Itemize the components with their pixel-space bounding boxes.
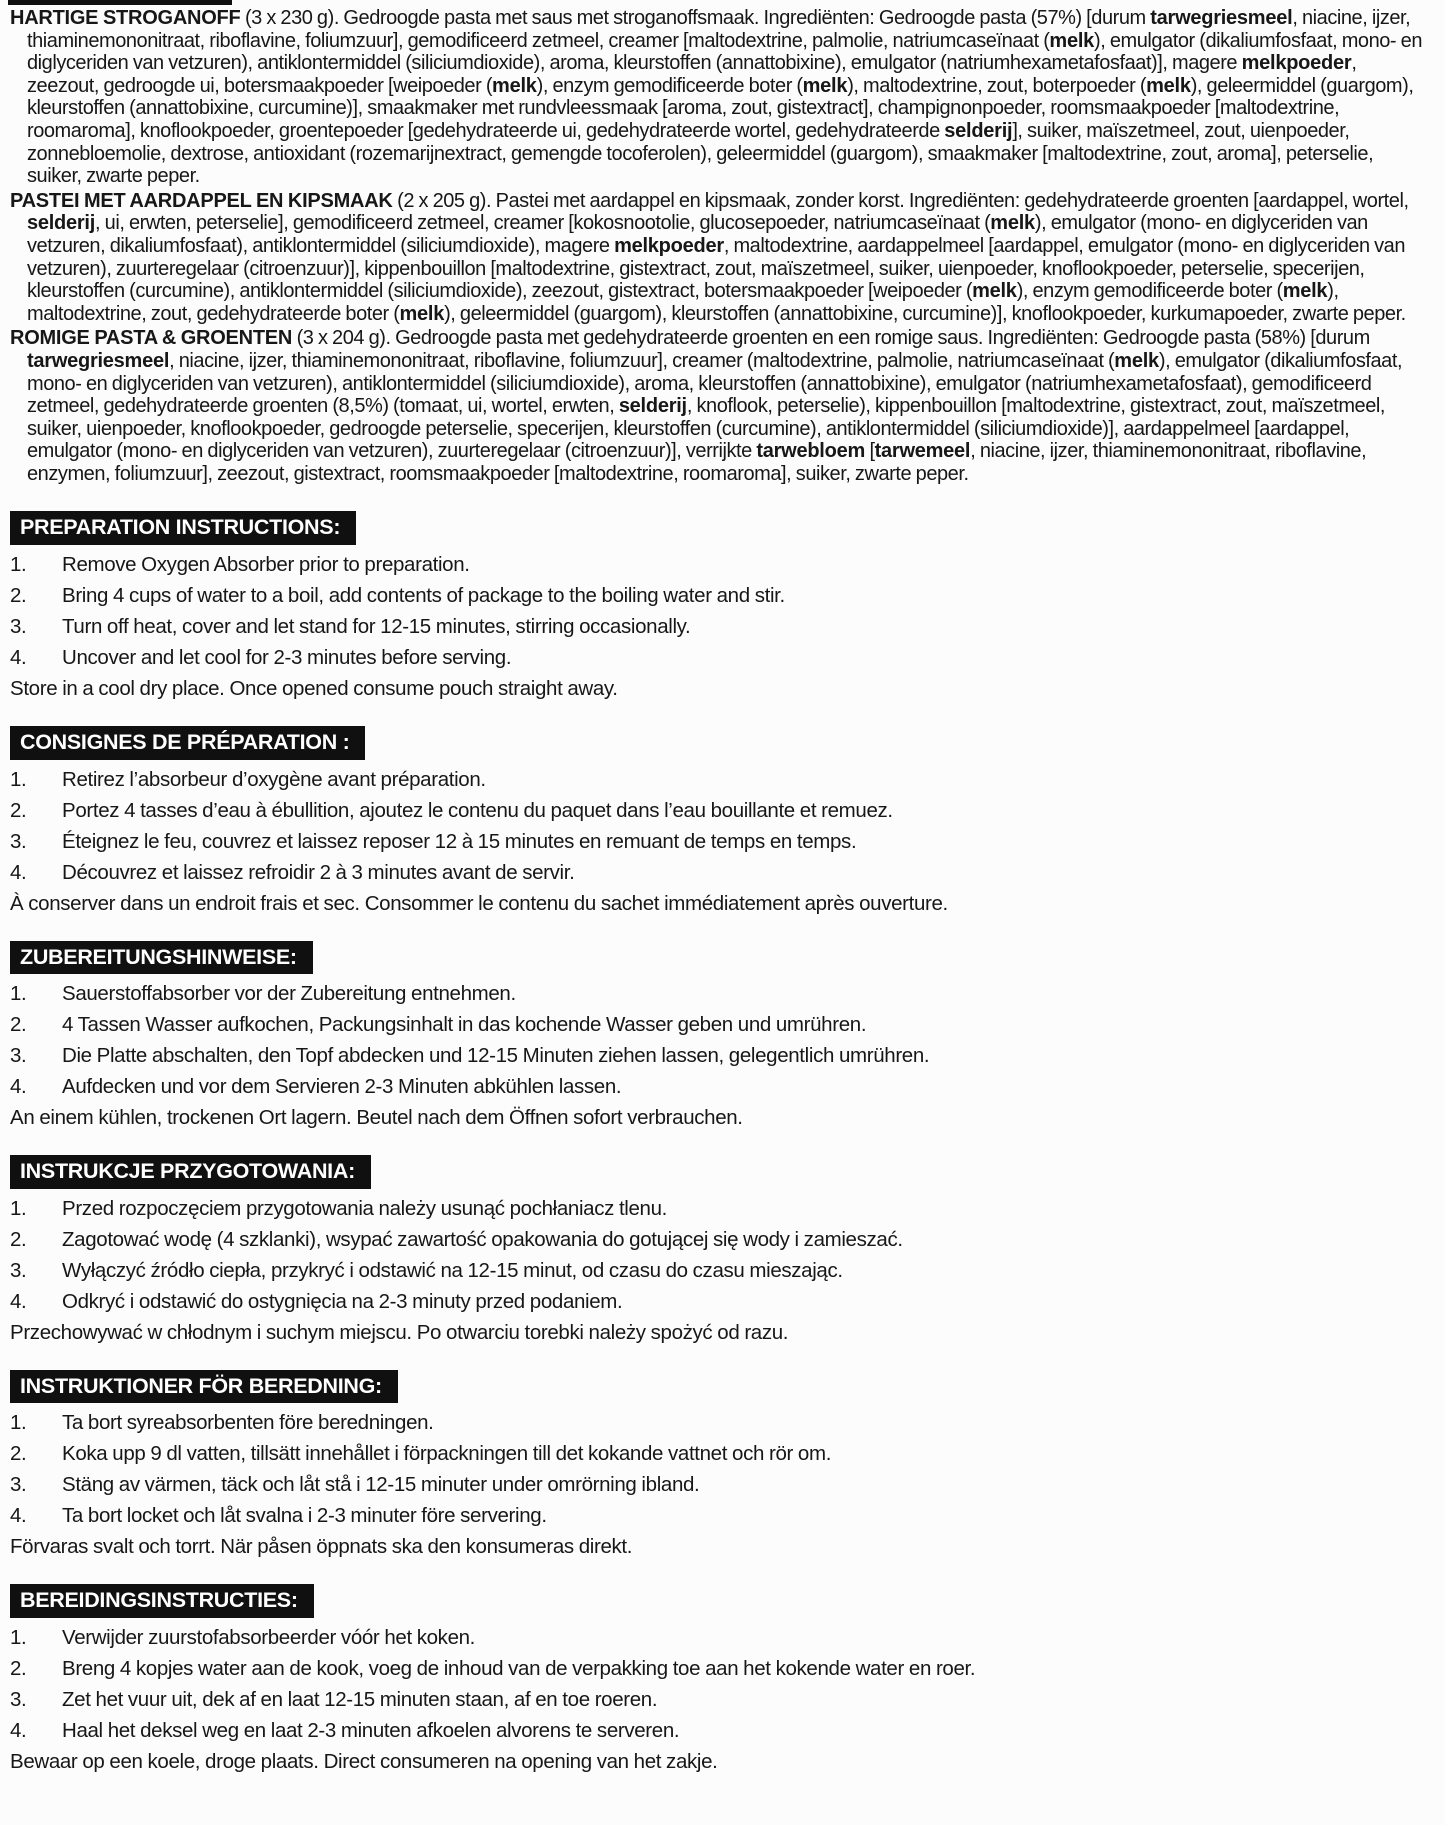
section-header: PREPARATION INSTRUCTIONS: (10, 511, 356, 545)
step-text: Remove Oxygen Absorber prior to preparation. (62, 553, 470, 577)
instruction-step (10, 1198, 1431, 1220)
instructions-english (10, 511, 1431, 700)
storage-note: À conserver dans un endroit frais et sec. Consommer le contenu du sachet immédiatement après ouverture. (10, 891, 948, 915)
section-header: BEREIDINGSINSTRUCTIES: (10, 1584, 314, 1618)
step-number: 4. (10, 1289, 27, 1313)
instruction-step (10, 1291, 1431, 1313)
step-text: Die Platte abschalten, den Topf abdecken und 12-15 Minuten ziehen lassen, gelegentlich umrühren. (62, 1044, 930, 1068)
step-text: Uncover and let cool for 2-3 minutes before serving. (62, 646, 512, 670)
instruction-step (10, 1443, 1431, 1465)
step-text: 4 Tassen Wasser aufkochen, Packungsinhalt in das kochende Wasser geben und umrühren. (62, 1013, 867, 1037)
ingredient-paragraph-hartige-stroganoff: HARTIGE STROGANOFF (3 x 230 g). Gedroogde pasta met saus met stroganoffsmaak. Ingrediënten: Gedroogde pasta (57%) [durum tarwegriesmeel, niacine, ijzer, thiaminemononitraat, riboflavine, foliumzuur], gemodificeerd zetmeel, creamer [maltodextrine, palmolie, natriumcaseïnaat (melk), emulgator (dikaliumfosfaat, mono- en diglyceriden van vetzuren), antiklontermiddel (siliciumdioxide), aroma, kleurstoffen (annattobixine), emulgator (natriumhexametafosfaat)], magere melkpoeder, zeezout, gedroogde ui, botersmaakpoeder [weipoeder (melk), enzym gemodificeerde boter (melk), maltodextrine, zout, boterpoeder (melk), geleermiddel (guargom), kleurstoffen (annattobixine, curcumine)], smaakmaker met rundvleessmaak [aroma, zout, gistextract], champignonpoeder, roomsmaakpoeder [maltodextrine, roomaroma], knoflookpoeder, groentepoeder [gedehydrateerde ui, gedehydrateerde wortel, gedehydrateerde selderij], suiker, maïszetmeel, zout, uienpoeder, zonnebloemolie, dextrose, antioxidant (rozemarijnextract, gemengde tocoferolen), geleermiddel (guargom), smaakmaker [maltodextrine, zout, aroma], peterselie, suiker, zwarte peper. (10, 7, 1422, 188)
step-number: 3. (10, 1044, 27, 1068)
step-text: Breng 4 kopjes water aan de kook, voeg de inhoud van de verpakking toe aan het kokende water en roer. (62, 1656, 976, 1680)
instructions-dutch (10, 1584, 1431, 1773)
instruction-step (10, 800, 1431, 822)
instruction-step (10, 862, 1431, 884)
step-text: Verwijder zuurstofabsorbeerder vóór het koken. (62, 1625, 476, 1649)
step-number: 1. (10, 767, 27, 791)
section-header: INSTRUKTIONER FÖR BEREDNING: (10, 1370, 398, 1404)
step-number: 4. (10, 1504, 27, 1528)
step-text: Wyłączyć źródło ciepła, przykryć i odstawić na 12-15 minut, od czasu do czasu mieszając. (62, 1258, 843, 1282)
instruction-step (10, 1260, 1431, 1282)
step-number: 3. (10, 1473, 27, 1497)
step-text: Retirez l’absorbeur d’oxygène avant préparation. (62, 767, 486, 791)
instruction-step (10, 769, 1431, 791)
ingredient-paragraph-romige-pasta-groenten: ROMIGE PASTA & GROENTEN (3 x 204 g). Gedroogde pasta met gedehydrateerde groenten en een romige saus. Ingrediënten: Gedroogde pasta (58%) [durum tarwegriesmeel, niacine, ijzer, thiaminemononitraat, riboflavine, foliumzuur], creamer (maltodextrine, palmolie, natriumcaseïnaat (melk), emulgator (dikaliumfosfaat, mono- en diglyceriden van vetzuren), antiklontermiddel (siliciumdioxide), aroma, kleurstoffen (annattobixine), emulgator (natriumhexametafosfaat), gemodificeerd zetmeel, gedehydrateerde groenten (8,5%) (tomaat, ui, wortel, erwten, selderij, knoflook, peterselie), kippenbouillon [maltodextrine, gistextract, zout, maïszetmeel, suiker, uienpoeder, knoflookpoeder, gedroogde peterselie, specerijen, kleurstoffen (curcumine), antiklontermiddel (siliciumdioxide)], aardappelmeel [aardappel, emulgator (mono- en diglyceriden van vetzuren), zuurteregelaar (citroenzuur)], verrijkte tarwebloem [tarwemeel, niacine, ijzer, thiaminemononitraat, riboflavine, enzymen, foliumzuur], zeezout, gistextract, roomsmaakpoeder [maltodextrine, roomaroma], suiker, zwarte peper. (10, 327, 1403, 485)
step-text: Koka upp 9 dl vatten, tillsätt innehållet i förpackningen till det kokande vattnet och rör om. (62, 1442, 832, 1466)
storage-note: Förvaras svalt och torrt. När påsen öppnats ska den konsumeras direkt. (10, 1535, 633, 1559)
instruction-step (10, 1627, 1431, 1649)
step-text: Ta bort syreabsorbenten före beredningen. (62, 1411, 434, 1435)
step-text: Zet het vuur uit, dek af en laat 12-15 minuten staan, af en toe roeren. (62, 1687, 658, 1711)
step-number: 2. (10, 798, 27, 822)
step-number: 3. (10, 1258, 27, 1282)
instructions-french (10, 726, 1431, 915)
storage-note: Bewaar op een koele, droge plaats. Direct consumeren na opening van het zakje. (10, 1749, 718, 1773)
section-header: ZUBEREITUNGSHINWEISE: (10, 941, 313, 975)
step-text: Zagotować wodę (4 szklanki), wsypać zawartość opakowania do gotującej się wody i zamieszać. (62, 1227, 903, 1251)
instruction-step (10, 554, 1431, 576)
instruction-step (10, 1045, 1431, 1067)
instruction-step (10, 1658, 1431, 1680)
step-number: 4. (10, 860, 27, 884)
step-text: Haal het deksel weg en laat 2-3 minuten afkoelen alvorens te serveren. (62, 1718, 680, 1742)
instruction-step (10, 983, 1431, 1005)
step-text: Odkryć i odstawić do ostygnięcia na 2-3 minuty przed podaniem. (62, 1289, 623, 1313)
step-number: 1. (10, 553, 27, 577)
instruction-step (10, 616, 1431, 638)
section-header: CONSIGNES DE PRÉPARATION : (10, 726, 365, 760)
step-text: Stäng av värmen, täck och låt stå i 12-15 minuter under omrörning ibland. (62, 1473, 700, 1497)
step-text: Ta bort locket och låt svalna i 2-3 minuter före servering. (62, 1504, 547, 1528)
instruction-step (10, 585, 1431, 607)
step-number: 2. (10, 1656, 27, 1680)
step-text: Przed rozpoczęciem przygotowania należy usunąć pochłaniacz tlenu. (62, 1196, 668, 1220)
step-text: Découvrez et laissez refroidir 2 à 3 minutes avant de servir. (62, 860, 575, 884)
instruction-step (10, 1076, 1431, 1098)
step-number: 2. (10, 1227, 27, 1251)
step-number: 1. (10, 1411, 27, 1435)
step-text: Turn off heat, cover and let stand for 12-15 minutes, stirring occasionally. (62, 615, 691, 639)
instruction-step (10, 1720, 1431, 1742)
instructions-german (10, 941, 1431, 1130)
instruction-step (10, 1412, 1431, 1434)
instructions-swedish (10, 1370, 1431, 1559)
step-number: 4. (10, 646, 27, 670)
top-edge-artifact (8, 0, 232, 5)
instruction-step (10, 1229, 1431, 1251)
step-number: 2. (10, 1442, 27, 1466)
step-number: 2. (10, 1013, 27, 1037)
step-number: 3. (10, 829, 27, 853)
step-number: 1. (10, 1196, 27, 1220)
instruction-step (10, 1474, 1431, 1496)
step-text: Portez 4 tasses d’eau à ébullition, ajoutez le contenu du paquet dans l’eau bouillante et remuez. (62, 798, 893, 822)
step-text: Aufdecken und vor dem Servieren 2-3 Minuten abkühlen lassen. (62, 1075, 622, 1099)
instructions-polish (10, 1155, 1431, 1344)
storage-note: Przechowywać w chłodnym i suchym miejscu. Po otwarciu torebki należy spożyć od razu. (10, 1320, 789, 1344)
step-number: 4. (10, 1075, 27, 1099)
step-text: Éteignez le feu, couvrez et laissez reposer 12 à 15 minutes en remuant de temps en temps. (62, 829, 857, 853)
step-number: 3. (10, 615, 27, 639)
step-text: Bring 4 cups of water to a boil, add contents of package to the boiling water and stir. (62, 584, 785, 608)
instruction-step (10, 1014, 1431, 1036)
ingredients-section (10, 7, 1431, 485)
section-header: INSTRUKCJE PRZYGOTOWANIA: (10, 1155, 371, 1189)
instruction-step (10, 647, 1431, 669)
ingredient-paragraph-pastei-met-aardappel-en-kipsmaak: PASTEI MET AARDAPPEL EN KIPSMAAK (2 x 205 g). Pastei met aardappel en kipsmaak, zonder korst. Ingrediënten: gedehydrateerde groenten [aardappel, wortel, selderij, ui, erwten, peterselie], gemodificeerd zetmeel, creamer [kokosnootolie, glucosepoeder, natriumcaseïnaat (melk), emulgator (mono- en diglyceriden van vetzuren, dikaliumfosfaat), antiklontermiddel (siliciumdioxide), magere melkpoeder, maltodextrine, aardappelmeel [aardappel, emulgator (mono- en diglyceriden van vetzuren), zuurteregelaar (citroenzuur)], kippenbouillon [maltodextrine, gistextract, zout, maïszetmeel, suiker, uienpoeder, knoflookpoeder, peterselie, specerijen, kleurstoffen (curcumine), antiklontermiddel (siliciumdioxide), zeezout, gistextract, botersmaakpoeder [weipoeder (melk), enzym gemodificeerde boter (melk), maltodextrine, zout, gedehydrateerde boter (melk), geleermiddel (guargom), kleurstoffen (annattobixine, curcumine)], knoflookpoeder, kurkumapoeder, zwarte peper. (10, 189, 1409, 325)
storage-note: An einem kühlen, trockenen Ort lagern. Beutel nach dem Öffnen sofort verbrauchen. (10, 1106, 743, 1130)
step-text: Sauerstoffabsorber vor der Zubereitung entnehmen. (62, 982, 516, 1006)
step-number: 1. (10, 982, 27, 1006)
step-number: 1. (10, 1625, 27, 1649)
instruction-step (10, 1505, 1431, 1527)
storage-note: Store in a cool dry place. Once opened consume pouch straight away. (10, 677, 618, 701)
step-number: 2. (10, 584, 27, 608)
step-number: 3. (10, 1687, 27, 1711)
step-number: 4. (10, 1718, 27, 1742)
instruction-step (10, 831, 1431, 853)
instruction-step (10, 1689, 1431, 1711)
